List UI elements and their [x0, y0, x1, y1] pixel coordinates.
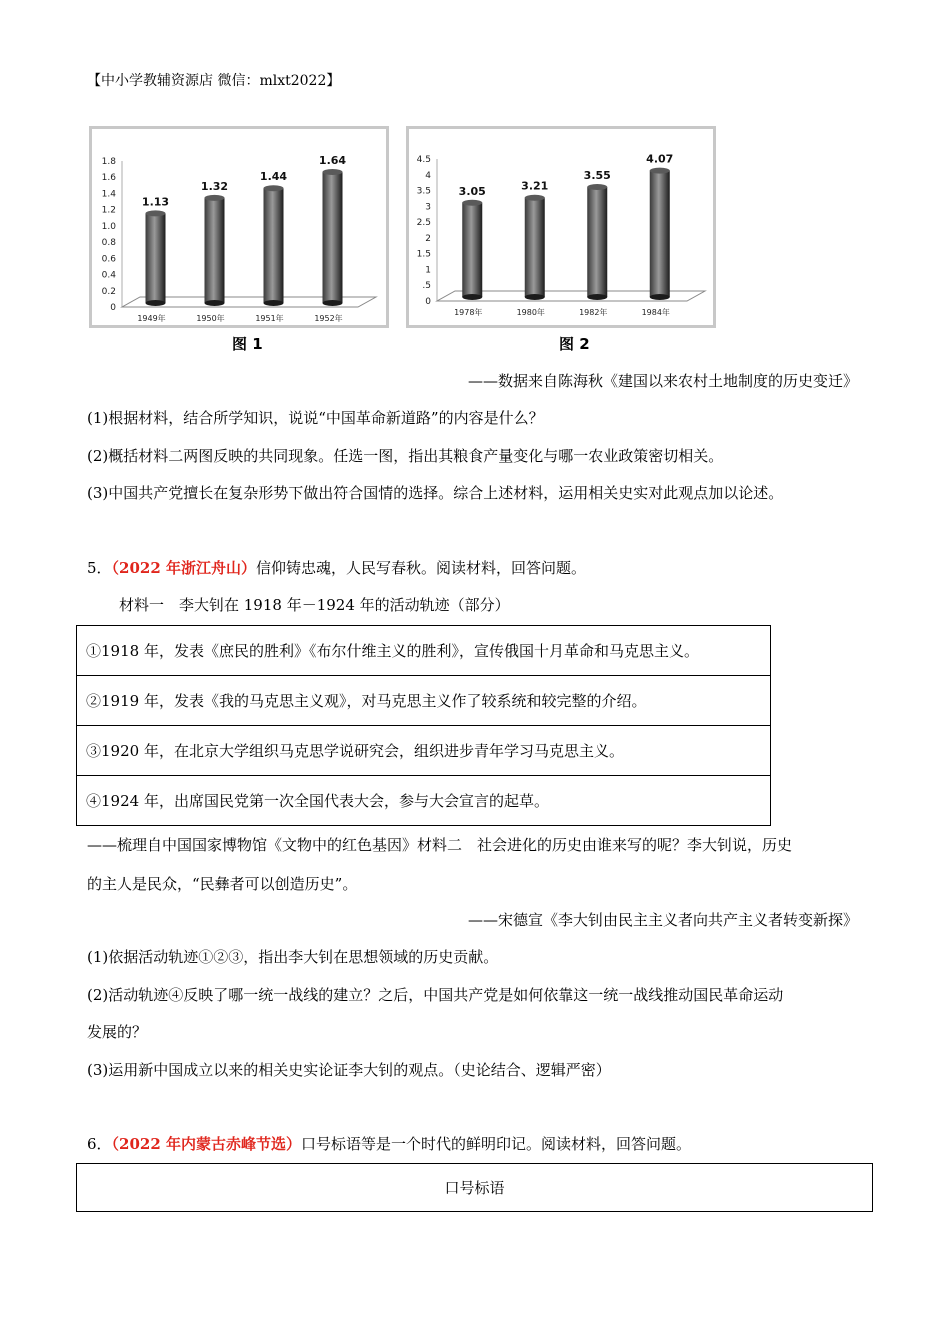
chart-1-caption: 图 1 — [232, 335, 263, 353]
x-tick-label: 1952年 — [314, 314, 343, 323]
bar — [650, 171, 670, 297]
bar-bottom — [587, 294, 607, 300]
table-cell: ①1918 年，发表《庶民的胜利》《布尔什维主义的胜利》，宣传俄国十月革命和马克思主义。 — [77, 626, 771, 676]
question-5-intro: 信仰铸忠魂，人民写春秋。阅读材料，回答问题。 — [256, 559, 587, 577]
x-tick-label: 1980年 — [516, 308, 545, 317]
material-2-line-1: ——梳理自中国国家博物馆《文物中的红色基因》材料二 社会进化的历史由谁来写的呢？李大钊说，历史 — [87, 836, 793, 854]
bar-bottom — [264, 300, 284, 306]
bar — [205, 198, 225, 303]
data-label: 1.13 — [141, 195, 170, 209]
bar — [462, 203, 482, 297]
bar-top — [323, 169, 343, 175]
bar-top — [146, 210, 166, 216]
question-5-source-tag: （2022 年浙江舟山） — [111, 559, 257, 577]
data-label: 4.07 — [646, 152, 674, 166]
data-label: 1.32 — [200, 179, 229, 193]
table-row — [77, 726, 771, 776]
slogan-table-header: 口号标语 — [76, 1163, 873, 1212]
question-4-1: (1)根据材料，结合所学知识，说说“中国革命新道路”的内容是什么？ — [87, 409, 544, 427]
data-label: 1.64 — [318, 153, 347, 167]
y-tick-label: 1.0 — [101, 221, 116, 232]
y-tick-label: 0.8 — [101, 238, 116, 249]
x-tick-label: 1951年 — [255, 314, 284, 323]
table-row — [77, 626, 771, 676]
y-tick-label: 0 — [110, 303, 116, 313]
question-5-1: (1)依据活动轨迹①②③，指出李大钊在思想领域的历史贡献。 — [87, 948, 499, 966]
question-5-2: (2)活动轨迹④反映了哪一统一战线的建立？之后，中国共产党是如何依靠这一统一战线推动国民革命运动 — [87, 986, 784, 1004]
bar-bottom — [650, 294, 670, 300]
question-6-heading — [87, 1134, 691, 1154]
question-6-intro: 口号标语等是一个时代的鲜明印记。阅读材料，回答问题。 — [301, 1135, 692, 1153]
chart-2-svg — [409, 129, 713, 325]
chart-2 — [406, 126, 716, 328]
data-label: 3.21 — [521, 179, 549, 193]
x-tick-label: 1984年 — [641, 308, 670, 317]
bar-top — [525, 195, 545, 201]
x-tick-label: 1982年 — [579, 308, 608, 317]
y-tick-label: 0 — [425, 297, 431, 307]
y-tick-label: 1.5 — [416, 249, 431, 260]
data-label: 3.55 — [583, 168, 611, 182]
question-5-3: (3)运用新中国成立以来的相关史实论证李大钊的观点。（史论结合、逻辑严密） — [87, 1061, 611, 1079]
bar-bottom — [323, 300, 343, 306]
question-5-heading — [87, 558, 586, 578]
source-citation-1: ——数据来自陈海秋《建国以来农村土地制度的历史变迁》 — [467, 372, 858, 390]
bar-top — [587, 184, 607, 190]
x-tick-label: 1949年 — [137, 314, 166, 323]
y-tick-label: 3.5 — [416, 186, 431, 197]
y-tick-label: .5 — [422, 281, 431, 292]
table-row — [77, 776, 771, 826]
y-tick-label: 0.6 — [101, 254, 116, 265]
y-tick-label: 3 — [425, 202, 431, 213]
bar-top — [205, 195, 225, 201]
table-cell: ②1919 年，发表《我的马克思主义观》，对马克思主义作了较系统和较完整的介绍。 — [77, 676, 771, 726]
bar-top — [650, 168, 670, 174]
y-tick-label: 4 — [425, 170, 431, 181]
material-2-line-2: 的主人是民众，“民彝者可以创造历史”。 — [87, 875, 358, 893]
y-tick-label: 2.5 — [416, 218, 431, 229]
y-tick-label: 1.8 — [101, 157, 116, 167]
bar — [264, 188, 284, 303]
table-row — [77, 676, 771, 726]
material-1-table — [76, 625, 771, 826]
y-tick-label: 2 — [425, 233, 431, 244]
y-tick-label: 4.5 — [416, 155, 431, 165]
page-header: 【中小学教辅资源店 微信：mlxt2022】 — [87, 73, 341, 89]
bar-bottom — [462, 294, 482, 300]
bar — [323, 172, 343, 303]
data-label: 1.44 — [259, 170, 288, 184]
table-cell: ④1924 年，出席国民党第一次全国代表大会，参与大会宣言的起草。 — [77, 776, 771, 826]
chart-2-caption: 图 2 — [559, 335, 590, 353]
source-citation-2: ——宋德宣《李大钊由民主主义者向共产主义者转变新探》 — [467, 911, 858, 929]
bar — [525, 198, 545, 297]
bar-bottom — [146, 300, 166, 306]
bar — [587, 187, 607, 297]
question-6-source-tag: （2022 年内蒙古赤峰节选） — [111, 1135, 302, 1153]
y-tick-label: 0.4 — [101, 270, 116, 281]
y-tick-label: 1.6 — [101, 173, 116, 184]
y-tick-label: 1 — [425, 265, 431, 276]
table-cell: ③1920 年，在北京大学组织马克思学说研究会，组织进步青年学习马克思主义。 — [77, 726, 771, 776]
material-1-title: 材料一 李大钊在 1918 年－1924 年的活动轨迹（部分） — [119, 596, 510, 614]
chart-1-svg — [92, 129, 386, 325]
chart-1 — [89, 126, 389, 328]
question-4-3: (3)中国共产党擅长在复杂形势下做出符合国情的选择。综合上述材料，运用相关史实对此观点加以论述。 — [87, 484, 784, 502]
bar — [146, 213, 166, 303]
question-6-number: 6． — [87, 1135, 112, 1153]
data-label: 3.05 — [458, 184, 486, 198]
bar-top — [462, 200, 482, 206]
question-5-2-cont: 发展的？ — [87, 1023, 148, 1041]
y-tick-label: 1.4 — [101, 189, 116, 200]
y-tick-label: 1.2 — [101, 205, 116, 216]
bar-top — [264, 185, 284, 191]
y-tick-label: 0.2 — [101, 286, 116, 297]
x-tick-label: 1950年 — [196, 314, 225, 323]
question-5-number: 5． — [87, 559, 112, 577]
bar-bottom — [525, 294, 545, 300]
x-tick-label: 1978年 — [454, 308, 483, 317]
question-4-2: (2)概括材料二两图反映的共同现象。任选一图，指出其粮食产量变化与哪一农业政策密切相关。 — [87, 447, 724, 465]
bar-bottom — [205, 300, 225, 306]
